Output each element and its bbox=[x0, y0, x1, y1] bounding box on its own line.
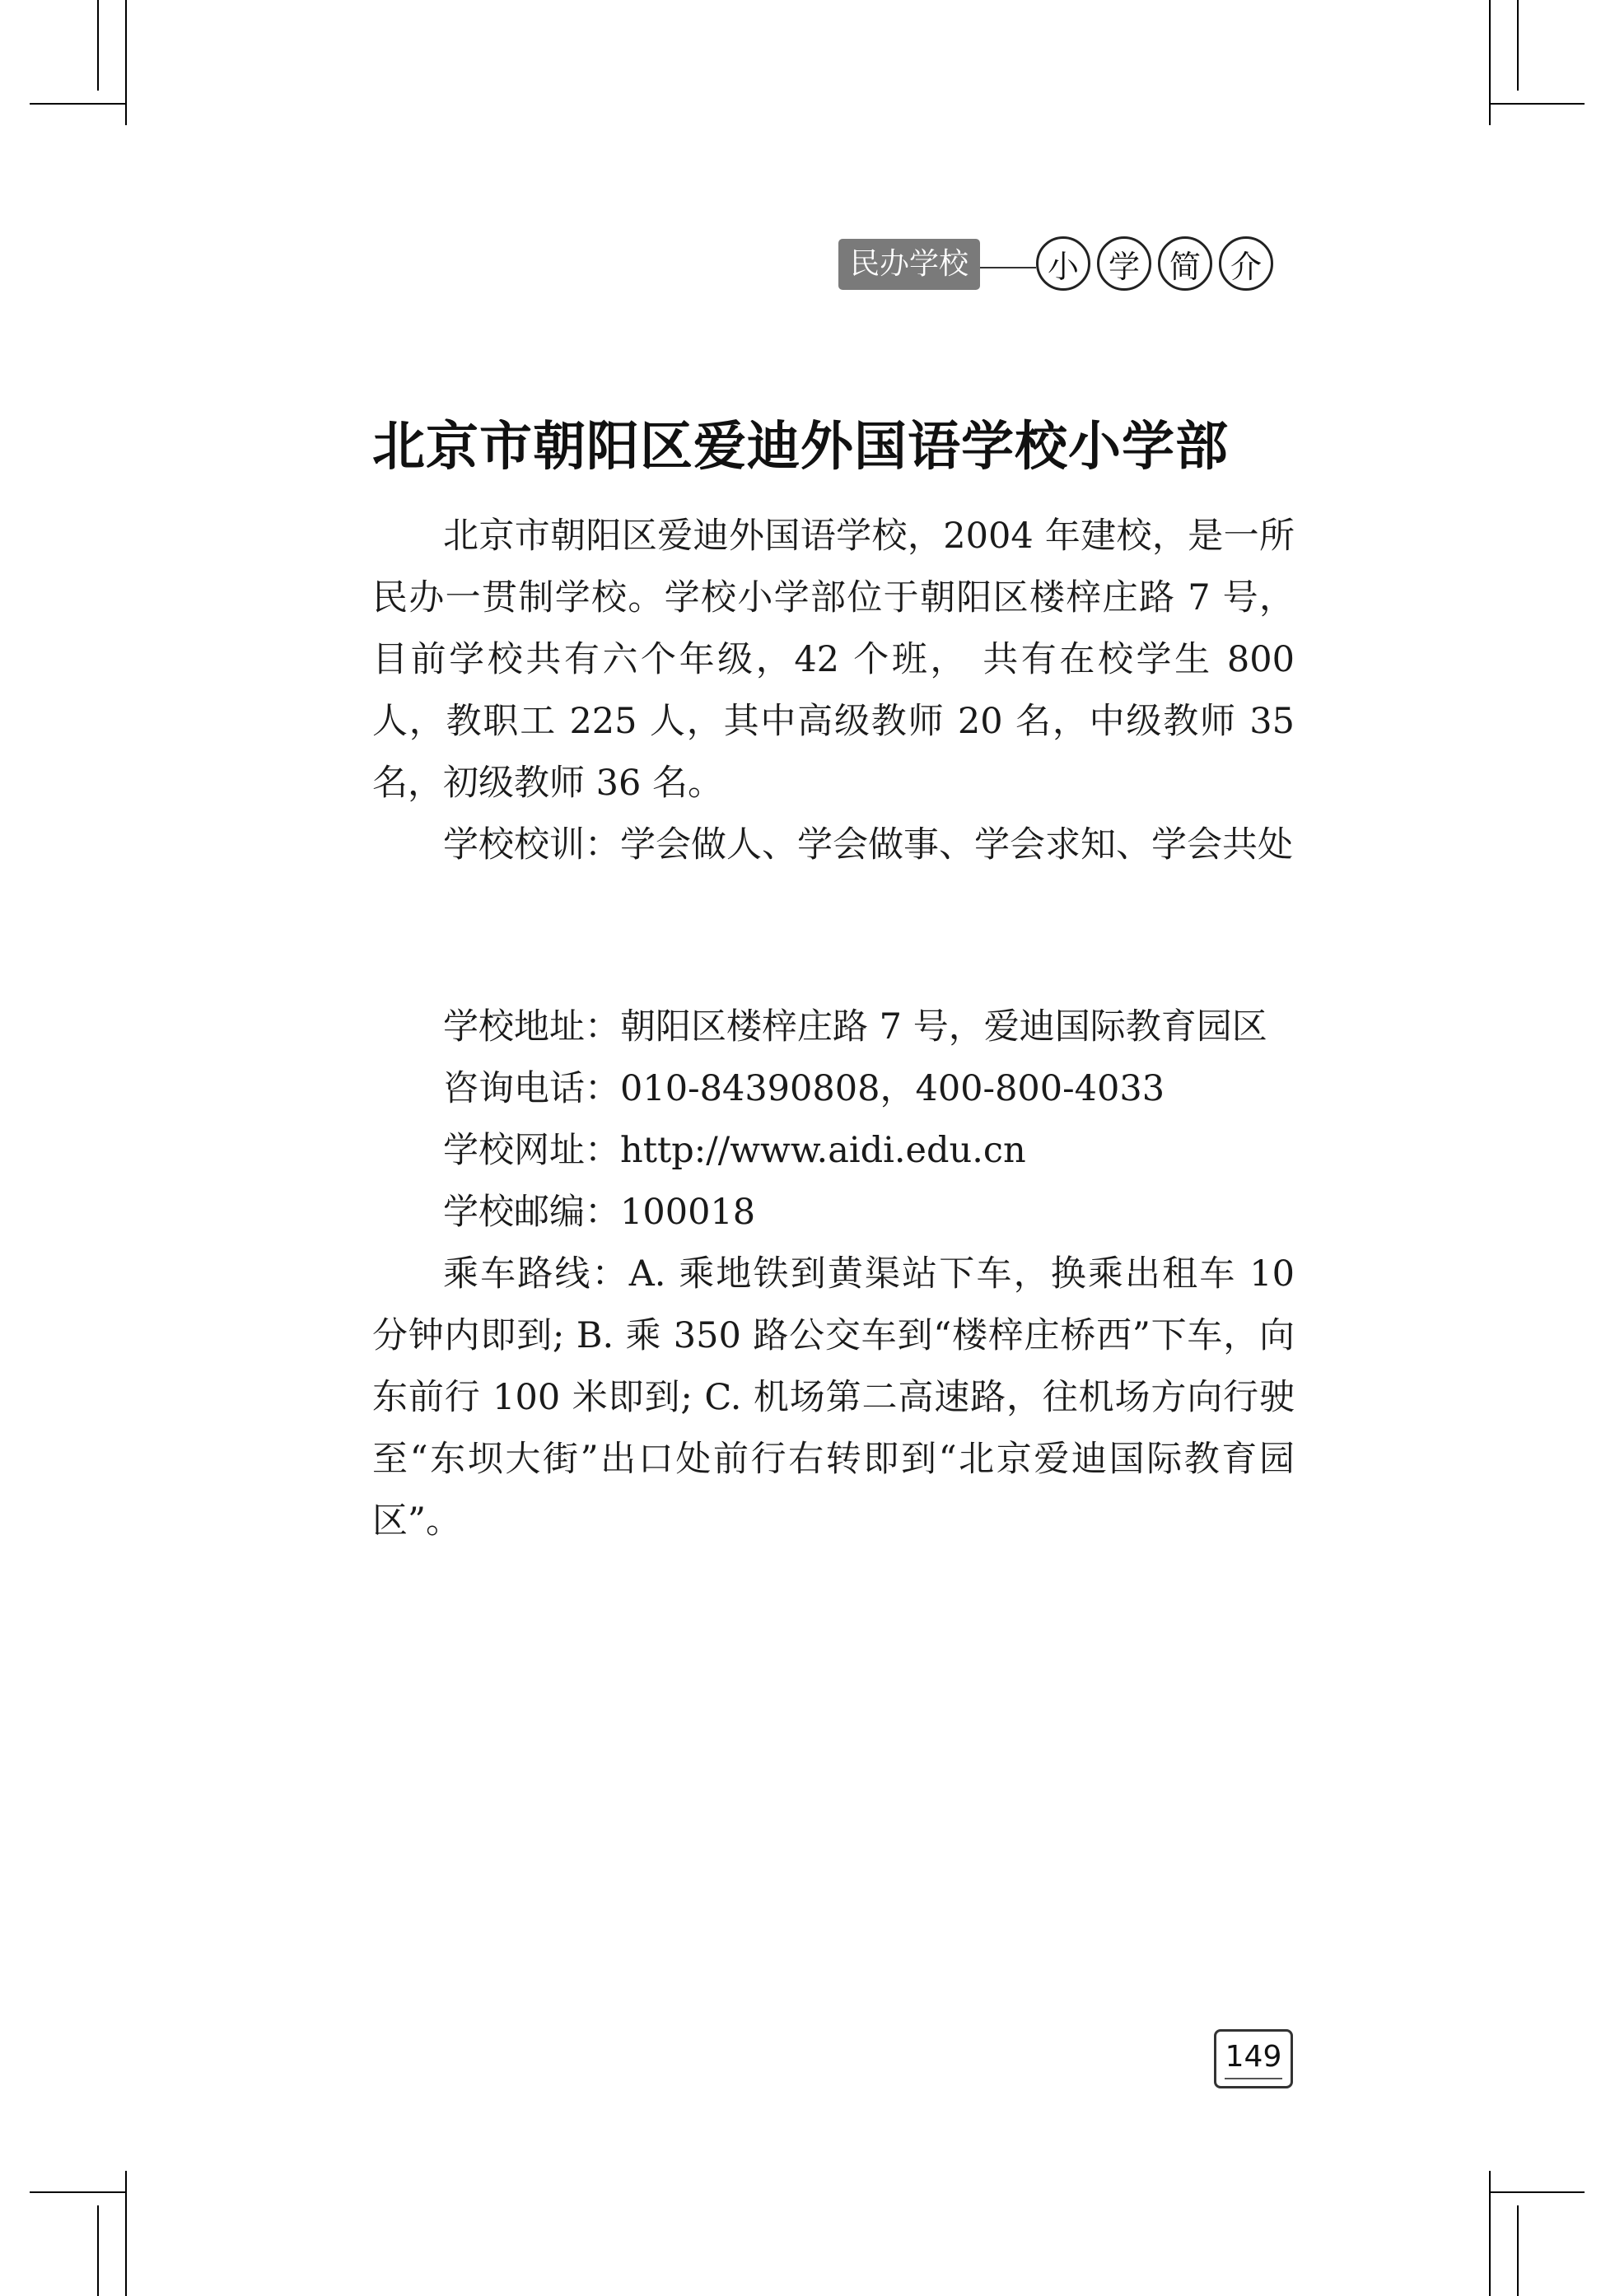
crop-mark bbox=[97, 0, 99, 91]
phone-number: 咨询电话：010-84390808，400-800-4033 bbox=[443, 1068, 1165, 1109]
crop-mark bbox=[1489, 0, 1491, 125]
intro-paragraph: 北京市朝阳区爱迪外国语学校，2004 年建校，是一所民办一贯制学校。学校小学部位于朝阳区楼梓庄路 7 号，目前学校共有六个年级，42 个班， 共有在校学生 800 人，教职工 225 人，其中高级教师 20 名，中级教师 35 名，初级教师 36 名。 bbox=[372, 516, 1295, 804]
crop-mark bbox=[30, 2191, 125, 2193]
page-number: 149 bbox=[1214, 2029, 1293, 2088]
section-label bbox=[1036, 236, 1273, 291]
crop-mark bbox=[1489, 103, 1585, 105]
crop-mark bbox=[125, 0, 127, 125]
contact-section bbox=[372, 996, 1295, 1552]
crop-mark bbox=[125, 2171, 127, 2296]
section-char: 学 bbox=[1097, 236, 1151, 291]
header-divider bbox=[980, 267, 1036, 268]
crop-mark bbox=[1517, 0, 1519, 91]
crop-mark bbox=[30, 103, 125, 105]
postal-code: 学校邮编：100018 bbox=[443, 1192, 756, 1233]
section-char: 介 bbox=[1219, 236, 1273, 291]
crop-mark bbox=[97, 2205, 99, 2296]
school-motto: 学校校训：学会做人、学会做事、学会求知、学会共处 bbox=[443, 824, 1293, 866]
school-website: 学校网址：http://www.aidi.edu.cn bbox=[443, 1130, 1026, 1171]
section-char: 小 bbox=[1036, 236, 1090, 291]
category-tag: 民办学校 bbox=[838, 239, 980, 290]
crop-mark bbox=[1489, 2171, 1491, 2296]
page-title: 北京市朝阳区爱迪外国语学校小学部 bbox=[372, 417, 1229, 478]
school-address: 学校地址：朝阳区楼梓庄路 7 号，爱迪国际教育园区 bbox=[443, 1006, 1267, 1048]
crop-mark bbox=[1517, 2205, 1519, 2296]
crop-mark bbox=[1489, 2191, 1585, 2193]
intro-section bbox=[372, 506, 1295, 876]
transport-route: 乘车路线：A. 乘地铁到黄渠站下车，换乘出租车 10 分钟内即到; B. 乘 350 路公交车到“楼梓庄桥西”下车，向东前行 100 米即到; C. 机场第二高速路，往机场方向行驶至“东坝大街”出口处前行右转即到“北京爱迪国际教育园区”。 bbox=[372, 1253, 1295, 1542]
section-char: 简 bbox=[1158, 236, 1212, 291]
